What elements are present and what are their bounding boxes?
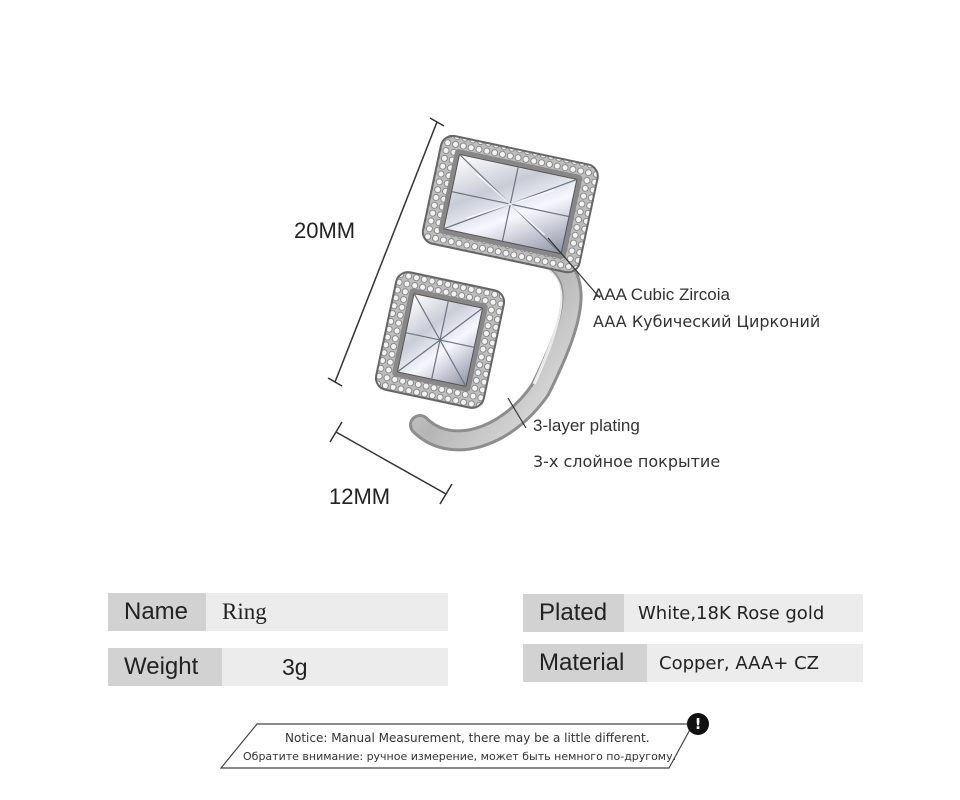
spec-value-name: Ring: [206, 593, 448, 631]
spec-row-plated: [523, 594, 863, 632]
upper-stone-setting: [421, 134, 600, 275]
height-label: 20MM: [294, 218, 356, 243]
spec-key-name: Name: [108, 593, 206, 631]
plating-callout-en: 3-layer plating: [533, 416, 640, 435]
spec-key-weight: Weight: [108, 648, 222, 686]
spec-key-plated: Plated: [523, 594, 624, 632]
exclamation-icon: !: [687, 713, 709, 735]
stone-callout-ru: AAA Кубический Цирконий: [593, 312, 821, 331]
spec-key-material: Material: [523, 644, 647, 682]
spec-value-plated: White,18K Rose gold: [624, 594, 863, 632]
notice-text-en: Notice: Manual Measurement, there may be a little different.: [285, 731, 650, 745]
notice-text-ru: Обратите внимание: ручное измерение, может быть немного по-другому.: [243, 750, 677, 763]
spec-value-weight: 3g: [222, 648, 448, 686]
notice-frame: [215, 718, 715, 774]
width-label: 12MM: [329, 484, 391, 509]
spec-row-name: [108, 593, 448, 631]
plating-callout-ru: 3-х слойное покрытие: [533, 452, 721, 471]
spec-value-material: Copper, AAA+ CZ: [647, 644, 863, 682]
spec-row-material: [523, 644, 863, 682]
spec-row-weight: [108, 648, 448, 686]
lower-stone-setting: [374, 270, 507, 410]
stone-callout-en: AAA Cubic Zircoia: [593, 285, 730, 304]
